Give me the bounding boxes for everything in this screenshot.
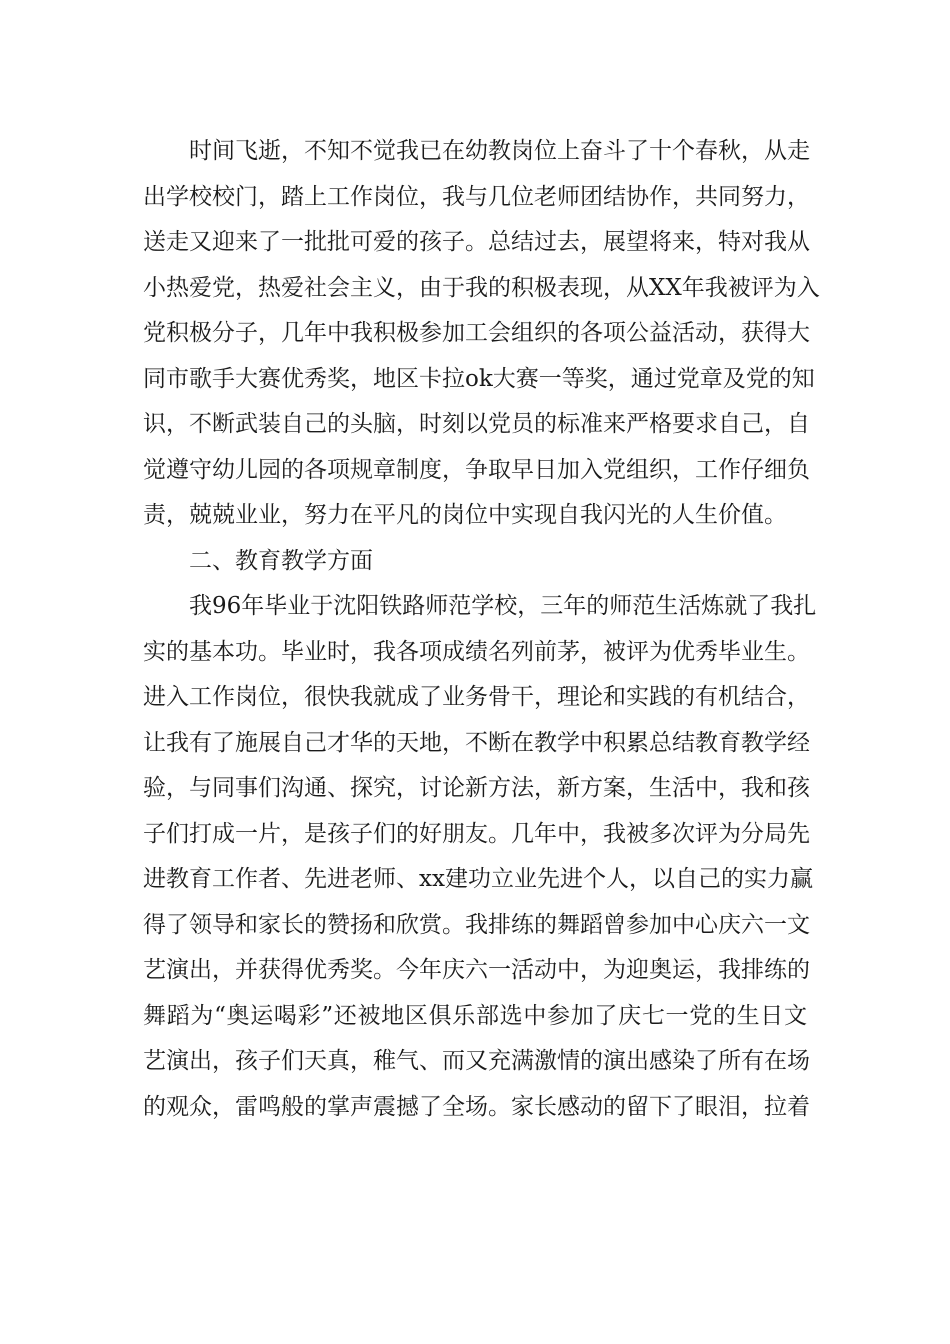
section-heading: 二、教育教学方面 [189,547,373,574]
text-line: 子们打成一片，是孩子们的好朋友。几年中，我被多次评为分局先 [143,820,810,847]
text-line: 我96年毕业于沈阳铁路师范学校，三年的师范生活炼就了我扎 [189,593,817,619]
text-line: 让我有了施展自己才华的天地，不断在教学中积累总结教育教学经 [143,729,810,756]
text-line: 时间飞逝，不知不觉我已在幼教岗位上奋斗了十个春秋，从走 [189,138,810,164]
text-line: 责，兢兢业业，努力在平凡的岗位中实现自我闪光的人生价值。 [143,502,787,528]
text-line: 觉遵守幼儿园的各项规章制度，争取早日加入党组织，工作仔细负 [143,456,810,483]
text-line: 实的基本功。毕业时，我各项成绩名列前茅，被评为优秀毕业生。 [143,638,810,665]
document-body [143,129,820,1130]
text-line: 识，不断武装自己的头脑，时刻以党员的标准来严格要求自己，自 [143,411,810,437]
text-line: 艺演出，孩子们天真，稚气、而又充满激情的演出感染了所有在场 [143,1048,810,1074]
text-line: 的观众，雷鸣般的掌声震撼了全场。家长感动的留下了眼泪，拉着 [143,1093,810,1120]
text-line: 艺演出，并获得优秀奖。今年庆六一活动中，为迎奥运，我排练的 [143,957,810,983]
paragraph-teaching [143,584,817,1130]
text-line: 同市歌手大赛优秀奖，地区卡拉ok大赛一等奖，通过党章及党的知 [143,365,815,392]
text-line: 得了领导和家长的赞扬和欣赏。我排练的舞蹈曾参加中心庆六一文 [143,911,810,938]
text-line: 出学校校门，踏上工作岗位，我与几位老师团结协作，共同努力， [143,183,810,210]
text-line: 小热爱党，热爱社会主义，由于我的积极表现，从XX年我被评为入 [143,274,820,301]
text-line: 验，与同事们沟通、探究，讨论新方法，新方案，生活中，我和孩 [143,775,810,801]
paragraph-party-service [143,129,820,539]
text-line: 送走又迎来了一批批可爱的孩子。总结过去，展望将来，特对我从 [143,229,810,255]
text-line: 舞蹈为“奥运喝彩”还被地区俱乐部选中参加了庆七一党的生日文 [143,1002,807,1029]
text-line: 进入工作岗位，很快我就成了业务骨干，理论和实践的有机结合， [143,684,810,710]
section-heading-teaching [143,539,807,585]
text-line: 进教育工作者、先进老师、xx建功立业先进个人，以自己的实力赢 [143,866,813,892]
text-line: 党积极分子，几年中我积极参加工会组织的各项公益活动，获得大 [143,320,810,346]
